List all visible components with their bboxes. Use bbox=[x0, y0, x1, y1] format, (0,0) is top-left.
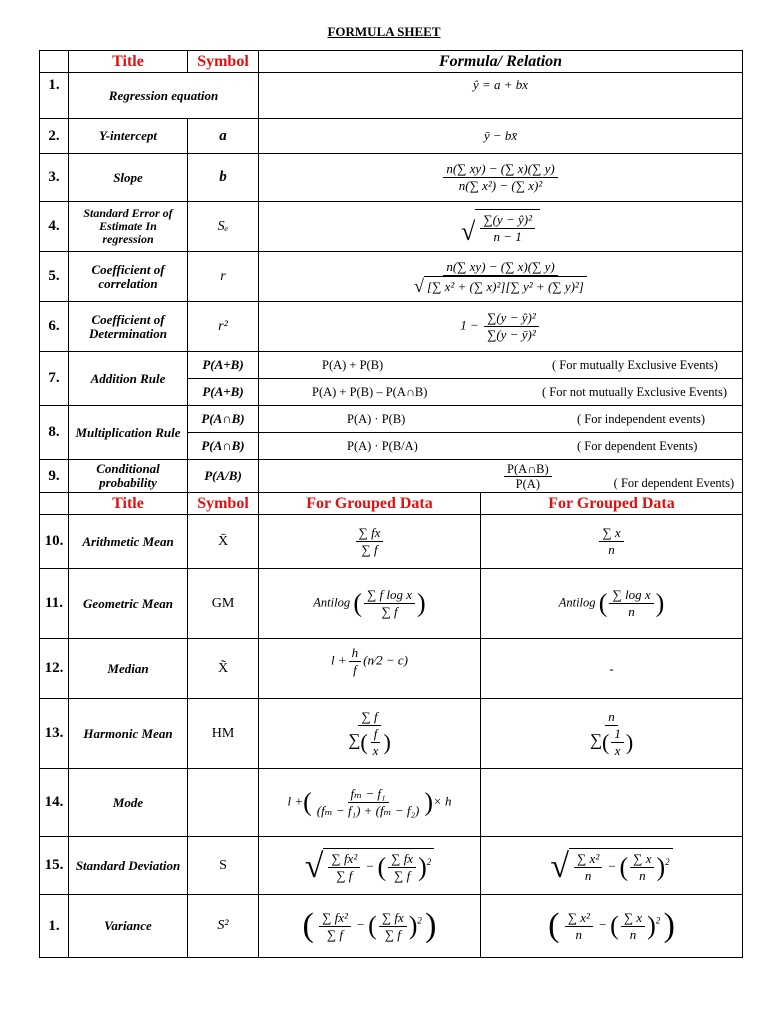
formula-ungrouped: - bbox=[481, 639, 743, 699]
formula-ungrouped bbox=[481, 769, 743, 837]
formula-table bbox=[39, 50, 743, 958]
denominator: ∑ f bbox=[394, 867, 411, 883]
row-number: 14. bbox=[40, 769, 69, 837]
table-row bbox=[40, 699, 743, 769]
denominator: n(∑ x²) − (∑ x)² bbox=[458, 178, 543, 193]
numerator: ∑ x bbox=[630, 851, 654, 868]
formula-text: P(A) · P(B/A) bbox=[347, 438, 418, 453]
row-title: Multiplication Rule bbox=[69, 406, 188, 460]
formula-ungrouped: Antilog ( $\frac{\text{∑ log x}}{n}$ ) bbox=[481, 569, 743, 639]
numerator: n(∑ xy) − (∑ x)(∑ y) bbox=[443, 161, 557, 178]
table-row bbox=[40, 837, 743, 895]
row-number: 15. bbox=[40, 837, 69, 895]
numerator: f bbox=[371, 726, 381, 743]
denominator: P(A) bbox=[515, 476, 540, 491]
formula-grouped: ( $\frac{\text{∑ fx²}}{\sum f}$ − ( $\frac{\sum fx}{\sum f}$ )$^2$ ) bbox=[259, 895, 481, 958]
page-title: FORMULA SHEET bbox=[327, 24, 441, 39]
formula-grouped: l +( $\frac{\text{fₘ − f₁}}{\text{(fₘ − f₁) + (fₘ − f₂)}}$ )× h bbox=[259, 769, 481, 837]
formula: ŷ = a + bx bbox=[259, 73, 743, 119]
table-row bbox=[40, 202, 743, 252]
denominator: n bbox=[628, 604, 635, 619]
numerator: ∑ f bbox=[358, 709, 380, 726]
formula-note: ( For mutually Exclusive Events) bbox=[552, 357, 718, 372]
formula-note: ( For not mutually Exclusive Events) bbox=[542, 384, 728, 399]
numerator: fₘ − f₁ bbox=[348, 786, 389, 803]
formula-text: P(A) · P(B) bbox=[347, 411, 406, 426]
denominator: ∑(y − ȳ)² bbox=[487, 327, 536, 342]
row-number: 2. bbox=[40, 119, 69, 154]
denominator: n bbox=[629, 926, 637, 942]
formula-grouped bbox=[259, 515, 481, 569]
row-number: 7. bbox=[40, 352, 69, 406]
row-title: Y-intercept bbox=[69, 119, 188, 154]
row-number: 3. bbox=[40, 154, 69, 202]
table-row bbox=[40, 119, 743, 154]
row-title: Mode bbox=[69, 769, 188, 837]
formula-ungrouped bbox=[481, 515, 743, 569]
row-symbol: r bbox=[188, 252, 259, 302]
formula-ungrouped: n ∑( $\frac{1}{x}$ ) bbox=[481, 699, 743, 769]
header-title: Title bbox=[69, 493, 188, 515]
formula-note: ( For dependent Events) bbox=[577, 438, 698, 453]
square-root-icon: √ $\frac{\text{∑ x²}}{n}$ − ( $\frac{\sum x}{n}$ )$^2$ bbox=[550, 848, 672, 884]
numerator: ∑ fx bbox=[388, 851, 416, 868]
formula-tail: × h bbox=[433, 793, 452, 809]
square-root-icon: √ [∑ x² + (∑ x)²][∑ y² + (∑ y)²] bbox=[414, 276, 587, 295]
header-grouped-b: For Grouped Data bbox=[481, 493, 743, 515]
row-symbol: r² bbox=[188, 302, 259, 352]
row-number: 8. bbox=[40, 406, 69, 460]
square-root-icon: √ $\frac{\text{∑ fx²}}{\sum f}$ − ( $\frac{\sum fx}{\sum f}$ )$^2$ bbox=[305, 848, 435, 884]
row-number: 12. bbox=[40, 639, 69, 699]
denominator: x bbox=[614, 742, 621, 758]
row-symbol: P(A+B) bbox=[188, 352, 259, 379]
row-symbol bbox=[188, 769, 259, 837]
formula-ungrouped: ( $\frac{\text{∑ x²}}{n}$ − ( $\frac{\sum x}{n}$ )$^2$ ) bbox=[481, 895, 743, 958]
table-row bbox=[40, 302, 743, 352]
formula-ungrouped bbox=[481, 837, 743, 895]
table-row bbox=[40, 639, 743, 699]
row-number: 6. bbox=[40, 302, 69, 352]
row-title: Regression equation bbox=[69, 73, 259, 119]
formula: ȳ − bx̄ bbox=[259, 119, 743, 154]
numerator: ∑ fx bbox=[356, 525, 384, 542]
numerator: n bbox=[605, 709, 618, 726]
row-symbol: P(A∩B) bbox=[188, 406, 259, 433]
row-title: Harmonic Mean bbox=[69, 699, 188, 769]
row-number: 1. bbox=[40, 895, 69, 958]
row-number: 10. bbox=[40, 515, 69, 569]
formula-grouped: Antilog ( $\frac{\text{∑ f log x}}{\sum f}$ ) bbox=[259, 569, 481, 639]
table-row bbox=[40, 769, 743, 837]
header-formula: Formula/ Relation bbox=[259, 51, 743, 73]
row-symbol: P(A∩B) bbox=[188, 433, 259, 460]
header-symbol: Symbol bbox=[188, 493, 259, 515]
numerator: ∑ x² bbox=[574, 851, 602, 868]
denominator: ∑ f bbox=[384, 926, 401, 942]
formula-grouped: ∑ f ∑( $\frac{f}{x}$ ) bbox=[259, 699, 481, 769]
formula bbox=[259, 460, 743, 493]
numerator: ∑ fx² bbox=[319, 910, 351, 927]
table-row bbox=[40, 569, 743, 639]
header-row bbox=[40, 493, 743, 515]
numerator: n(∑ xy) − (∑ x)(∑ y) bbox=[443, 259, 557, 276]
row-number: 13. bbox=[40, 699, 69, 769]
table-row bbox=[40, 252, 743, 302]
row-symbol: GM bbox=[188, 569, 259, 639]
row-symbol: X̃ bbox=[188, 639, 259, 699]
numerator: ∑ fx² bbox=[328, 851, 360, 868]
row-number: 11. bbox=[40, 569, 69, 639]
numerator: ∑(y − ŷ)² bbox=[480, 212, 535, 229]
row-number: 1. bbox=[40, 73, 69, 119]
antilog-label: Antilog bbox=[558, 595, 596, 610]
header-grouped-a: For Grouped Data bbox=[259, 493, 481, 515]
row-number: 9. bbox=[40, 460, 69, 493]
row-title: Conditional probability bbox=[69, 460, 188, 493]
numerator: ∑ f log x bbox=[364, 587, 415, 604]
formula-note: ( For dependent Events) bbox=[613, 475, 735, 490]
table-row bbox=[40, 154, 743, 202]
numerator: ∑ log x bbox=[609, 587, 653, 604]
table-row bbox=[40, 895, 743, 958]
row-title: Slope bbox=[69, 154, 188, 202]
row-title: Standard Deviation bbox=[69, 837, 188, 895]
square-root-icon: √ $\frac{\text{∑(y − ŷ)²}}{n - 1}$ bbox=[461, 209, 540, 245]
numerator: h bbox=[349, 645, 362, 662]
denominator: n bbox=[639, 867, 646, 883]
formula-text: P(A) + P(B) bbox=[322, 357, 384, 372]
denominator: f bbox=[353, 662, 357, 677]
formula bbox=[259, 252, 743, 302]
row-symbol: S bbox=[188, 837, 259, 895]
numerator: ∑ x bbox=[599, 525, 623, 542]
row-symbol: HM bbox=[188, 699, 259, 769]
row-title: Geometric Mean bbox=[69, 569, 188, 639]
denominator: n bbox=[584, 867, 592, 883]
denominator: (fₘ − f₁) + (fₘ − f₂) bbox=[316, 803, 420, 818]
formula bbox=[259, 302, 743, 352]
formula bbox=[259, 379, 743, 406]
row-title: Coefficient of Determination bbox=[69, 302, 188, 352]
formula-grouped bbox=[259, 639, 481, 699]
formula-text: P(A) + P(B) – P(A∩B) bbox=[312, 384, 428, 399]
numerator: 1 bbox=[611, 726, 624, 743]
row-symbol: P(A+B) bbox=[188, 379, 259, 406]
row-symbol: b bbox=[188, 154, 259, 202]
header-title: Title bbox=[69, 51, 188, 73]
formula bbox=[259, 352, 743, 379]
row-symbol: Sₑ bbox=[188, 202, 259, 252]
row-symbol: S² bbox=[188, 895, 259, 958]
formula-prefix: 1 − bbox=[460, 317, 479, 333]
denominator: ∑ f bbox=[361, 542, 378, 557]
row-title: Coefficient of correlation bbox=[69, 252, 188, 302]
denominator: ∑ f bbox=[336, 867, 353, 883]
table-row bbox=[40, 406, 743, 433]
denominator: n bbox=[575, 926, 583, 942]
formula-note: ( For independent events) bbox=[577, 411, 706, 426]
formula-prefix: l + bbox=[330, 652, 347, 668]
sigma-icon: ∑ bbox=[589, 729, 602, 749]
row-number: 4. bbox=[40, 202, 69, 252]
row-title: Variance bbox=[69, 895, 188, 958]
numerator: ∑ fx bbox=[379, 910, 407, 927]
numerator: ∑ x² bbox=[565, 910, 593, 927]
numerator: ∑(y − ŷ)² bbox=[484, 310, 539, 327]
formula bbox=[259, 406, 743, 433]
header-row bbox=[40, 51, 743, 73]
row-title: Standard Error of Estimate In regression bbox=[69, 202, 188, 252]
formula-prefix: l + bbox=[287, 793, 304, 809]
row-title: Addition Rule bbox=[69, 352, 188, 406]
formula bbox=[259, 433, 743, 460]
numerator: P(A∩B) bbox=[504, 462, 552, 477]
denominator: [∑ x² + (∑ x)²][∑ y² + (∑ y)²] bbox=[424, 276, 587, 295]
numerator: ∑ x bbox=[621, 910, 645, 927]
header-symbol: Symbol bbox=[188, 51, 259, 73]
table-row bbox=[40, 352, 743, 379]
formula bbox=[259, 202, 743, 252]
formula-grouped bbox=[259, 837, 481, 895]
row-symbol: a bbox=[188, 119, 259, 154]
row-symbol: X̄ bbox=[188, 515, 259, 569]
sigma-icon: ∑ bbox=[348, 729, 361, 749]
formula-tail: (n⁄2 − c) bbox=[363, 652, 408, 668]
formula bbox=[259, 154, 743, 202]
denominator: n − 1 bbox=[493, 228, 522, 244]
denominator: ∑ f bbox=[326, 926, 344, 942]
denominator: ∑ f bbox=[381, 604, 398, 619]
antilog-label: Antilog bbox=[313, 595, 351, 610]
denominator: x bbox=[372, 742, 379, 758]
table-row bbox=[40, 460, 743, 493]
row-title: Arithmetic Mean bbox=[69, 515, 188, 569]
table-row bbox=[40, 515, 743, 569]
row-symbol: P(A/B) bbox=[188, 460, 259, 493]
row-number: 5. bbox=[40, 252, 69, 302]
denominator: n bbox=[608, 542, 615, 557]
row-title: Median bbox=[69, 639, 188, 699]
table-row bbox=[40, 73, 743, 119]
